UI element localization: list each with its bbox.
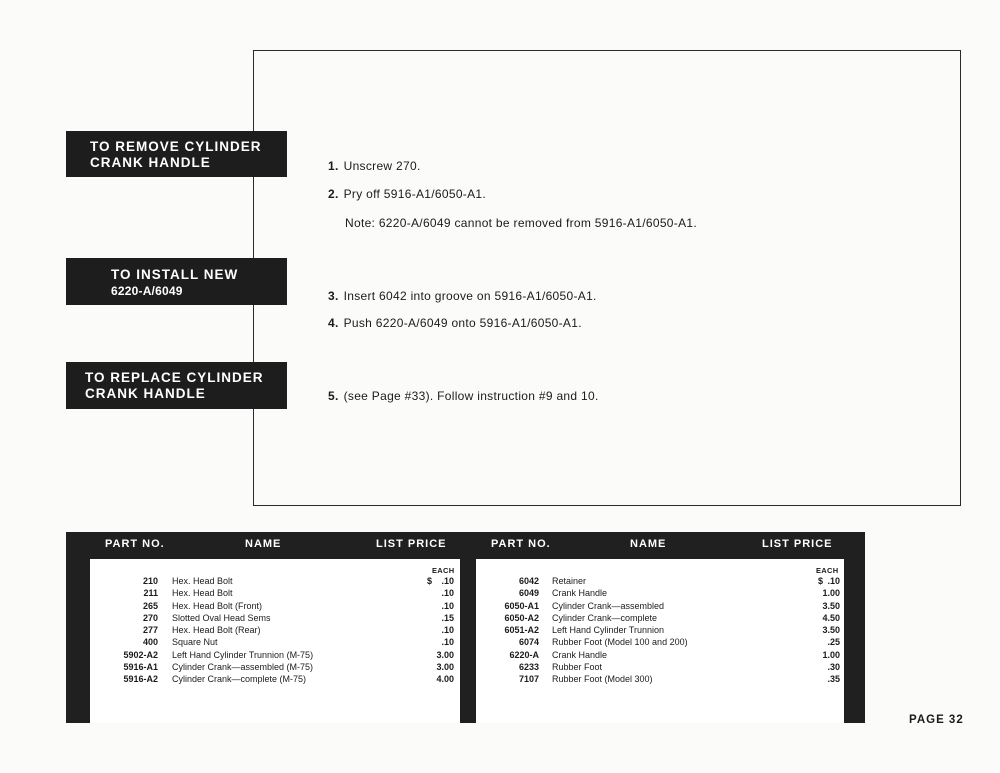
table-row [476, 649, 844, 661]
section-remove-line1: TO REMOVE CYLINDER [90, 139, 262, 154]
part-name-text: Left Hand Cylinder Trunnion (M-75) [172, 649, 314, 660]
part-name [172, 600, 422, 612]
table-row [476, 612, 844, 624]
part-name [552, 600, 815, 612]
part-name [552, 612, 815, 624]
parts-panel-right [476, 559, 844, 723]
section-install-header [66, 258, 287, 305]
part-name [552, 624, 815, 636]
part-price: 4.50 [822, 612, 840, 623]
part-name [172, 673, 422, 685]
part-number: 6049 [518, 588, 539, 599]
section-install-line2: 6220-A/6049 [111, 284, 183, 298]
header-part-no-left: PART NO. [105, 538, 165, 550]
part-price: 1.00 [822, 588, 840, 599]
step-text: Unscrew 270. [343, 159, 421, 173]
step-text: Push 6220-A/6049 onto 5916-A1/6050-A1. [343, 316, 582, 330]
part-number: 7107 [518, 674, 539, 685]
step-3 [328, 289, 597, 303]
part-name [172, 624, 422, 636]
step-number: 5. [328, 389, 339, 403]
table-row [90, 649, 460, 661]
step-number: 2. [328, 187, 339, 201]
part-name-text: Hex. Head Bolt (Front) [172, 600, 263, 611]
part-name-text: Rubber Foot (Model 300) [552, 674, 653, 685]
part-price: .35 [827, 674, 840, 685]
each-label: EACH [432, 566, 455, 575]
table-row [90, 587, 460, 599]
step-text: Insert 6042 into groove on 5916-A1/6050-A1. [343, 289, 597, 303]
page-number: PAGE 32 [909, 714, 964, 726]
header-list-price-left: LIST PRICE [376, 538, 447, 550]
part-number: 6074 [518, 637, 539, 648]
part-price: 3.50 [822, 600, 840, 611]
section-replace-line2: CRANK HANDLE [85, 386, 206, 401]
part-name [172, 649, 422, 661]
header-name-left: NAME [245, 538, 282, 550]
part-number: 270 [142, 612, 158, 623]
table-row [90, 636, 460, 648]
table-row [476, 624, 844, 636]
part-name [172, 636, 422, 648]
part-price: .10 [441, 576, 454, 586]
each-label: EACH [816, 566, 839, 575]
dollar-sign: $ [427, 576, 433, 586]
dollar-sign: $ [818, 576, 824, 586]
part-name [552, 661, 815, 673]
step-1 [328, 159, 421, 173]
part-name [552, 673, 815, 685]
table-row [476, 673, 844, 685]
part-name-text: Rubber Foot (Model 100 and 200) [552, 637, 688, 648]
table-row [90, 575, 460, 587]
section-install-line1: TO INSTALL NEW [111, 267, 239, 282]
part-price: 3.50 [822, 625, 840, 636]
part-price: .10 [441, 588, 454, 599]
part-price: .10 [827, 576, 840, 586]
part-number: 6050-A2 [504, 612, 539, 623]
table-row [476, 575, 844, 587]
part-name-text: Slotted Oval Head Sems [172, 612, 271, 623]
parts-rows-left [90, 575, 460, 686]
step-number: 3. [328, 289, 339, 303]
part-name-text: Square Nut [172, 637, 218, 648]
table-row [90, 661, 460, 673]
step-note: Note: 6220-A/6049 cannot be removed from 5916-A1/6050-A1. [345, 216, 697, 230]
part-name-text: Left Hand Cylinder Trunnion [552, 625, 665, 636]
table-row [90, 612, 460, 624]
table-row [90, 600, 460, 612]
part-number: 6042 [518, 576, 539, 586]
part-price: 4.00 [436, 674, 454, 685]
part-name [172, 575, 422, 587]
step-4 [328, 316, 582, 330]
section-replace-header [66, 362, 287, 409]
part-price: .10 [441, 600, 454, 611]
parts-table [66, 532, 865, 723]
part-name-text: Hex. Head Bolt [172, 588, 233, 599]
part-number: 6051-A2 [504, 625, 539, 636]
part-number: 6050-A1 [504, 600, 539, 611]
part-number: 210 [142, 576, 158, 586]
part-name [552, 575, 815, 587]
table-row [476, 661, 844, 673]
part-name-text: Cylinder Crank—assembled [552, 600, 665, 611]
part-price: 1.00 [822, 649, 840, 660]
step-number: 4. [328, 316, 339, 330]
part-name [172, 612, 422, 624]
part-name [172, 587, 422, 599]
part-name-text: Cylinder Crank—complete [552, 612, 658, 623]
section-remove-header [66, 131, 287, 177]
part-name [172, 661, 422, 673]
part-name-text: Hex. Head Bolt (Rear) [172, 625, 261, 636]
instruction-frame [253, 50, 961, 506]
part-number: 5916-A1 [123, 662, 158, 673]
table-row [476, 587, 844, 599]
table-row [476, 636, 844, 648]
header-name-right: NAME [630, 538, 667, 550]
step-text: Pry off 5916-A1/6050-A1. [343, 187, 487, 201]
part-number: 5902-A2 [123, 649, 158, 660]
step-5 [328, 389, 599, 403]
part-price: .25 [827, 637, 840, 648]
part-price: 3.00 [436, 649, 454, 660]
part-number: 5916-A2 [123, 674, 158, 685]
table-row [90, 624, 460, 636]
part-name-text: Crank Handle [552, 588, 608, 599]
part-number: 6233 [518, 662, 539, 673]
step-number: 1. [328, 159, 339, 173]
parts-rows-right [476, 575, 844, 686]
header-part-no-right: PART NO. [491, 538, 551, 550]
part-name [552, 587, 815, 599]
part-price: .30 [827, 662, 840, 673]
part-name [552, 649, 815, 661]
part-number: 265 [142, 600, 158, 611]
part-name-text: Rubber Foot [552, 662, 603, 673]
part-name-text: Cylinder Crank—assembled (M-75) [172, 662, 314, 673]
part-name-text: Cylinder Crank—complete (M-75) [172, 674, 307, 685]
part-number: 211 [143, 588, 158, 599]
part-name [552, 636, 815, 648]
part-name-text: Crank Handle [552, 649, 608, 660]
section-remove-line2: CRANK HANDLE [90, 155, 211, 170]
parts-panel-left [90, 559, 460, 723]
part-number: 6220-A [509, 649, 539, 660]
part-name-text: Hex. Head Bolt [172, 576, 233, 586]
part-number: 400 [142, 637, 158, 648]
table-row [90, 673, 460, 685]
step-text: (see Page #33). Follow instruction #9 and 10. [343, 389, 599, 403]
part-name-text: Retainer [552, 576, 587, 586]
part-price: .10 [441, 625, 454, 636]
header-list-price-right: LIST PRICE [762, 538, 833, 550]
part-price: .10 [441, 637, 454, 648]
part-price: 3.00 [436, 662, 454, 673]
part-number: 277 [142, 625, 158, 636]
step-2 [328, 187, 486, 201]
table-row [476, 600, 844, 612]
part-price: .15 [441, 612, 454, 623]
section-replace-line1: TO REPLACE CYLINDER [85, 370, 264, 385]
